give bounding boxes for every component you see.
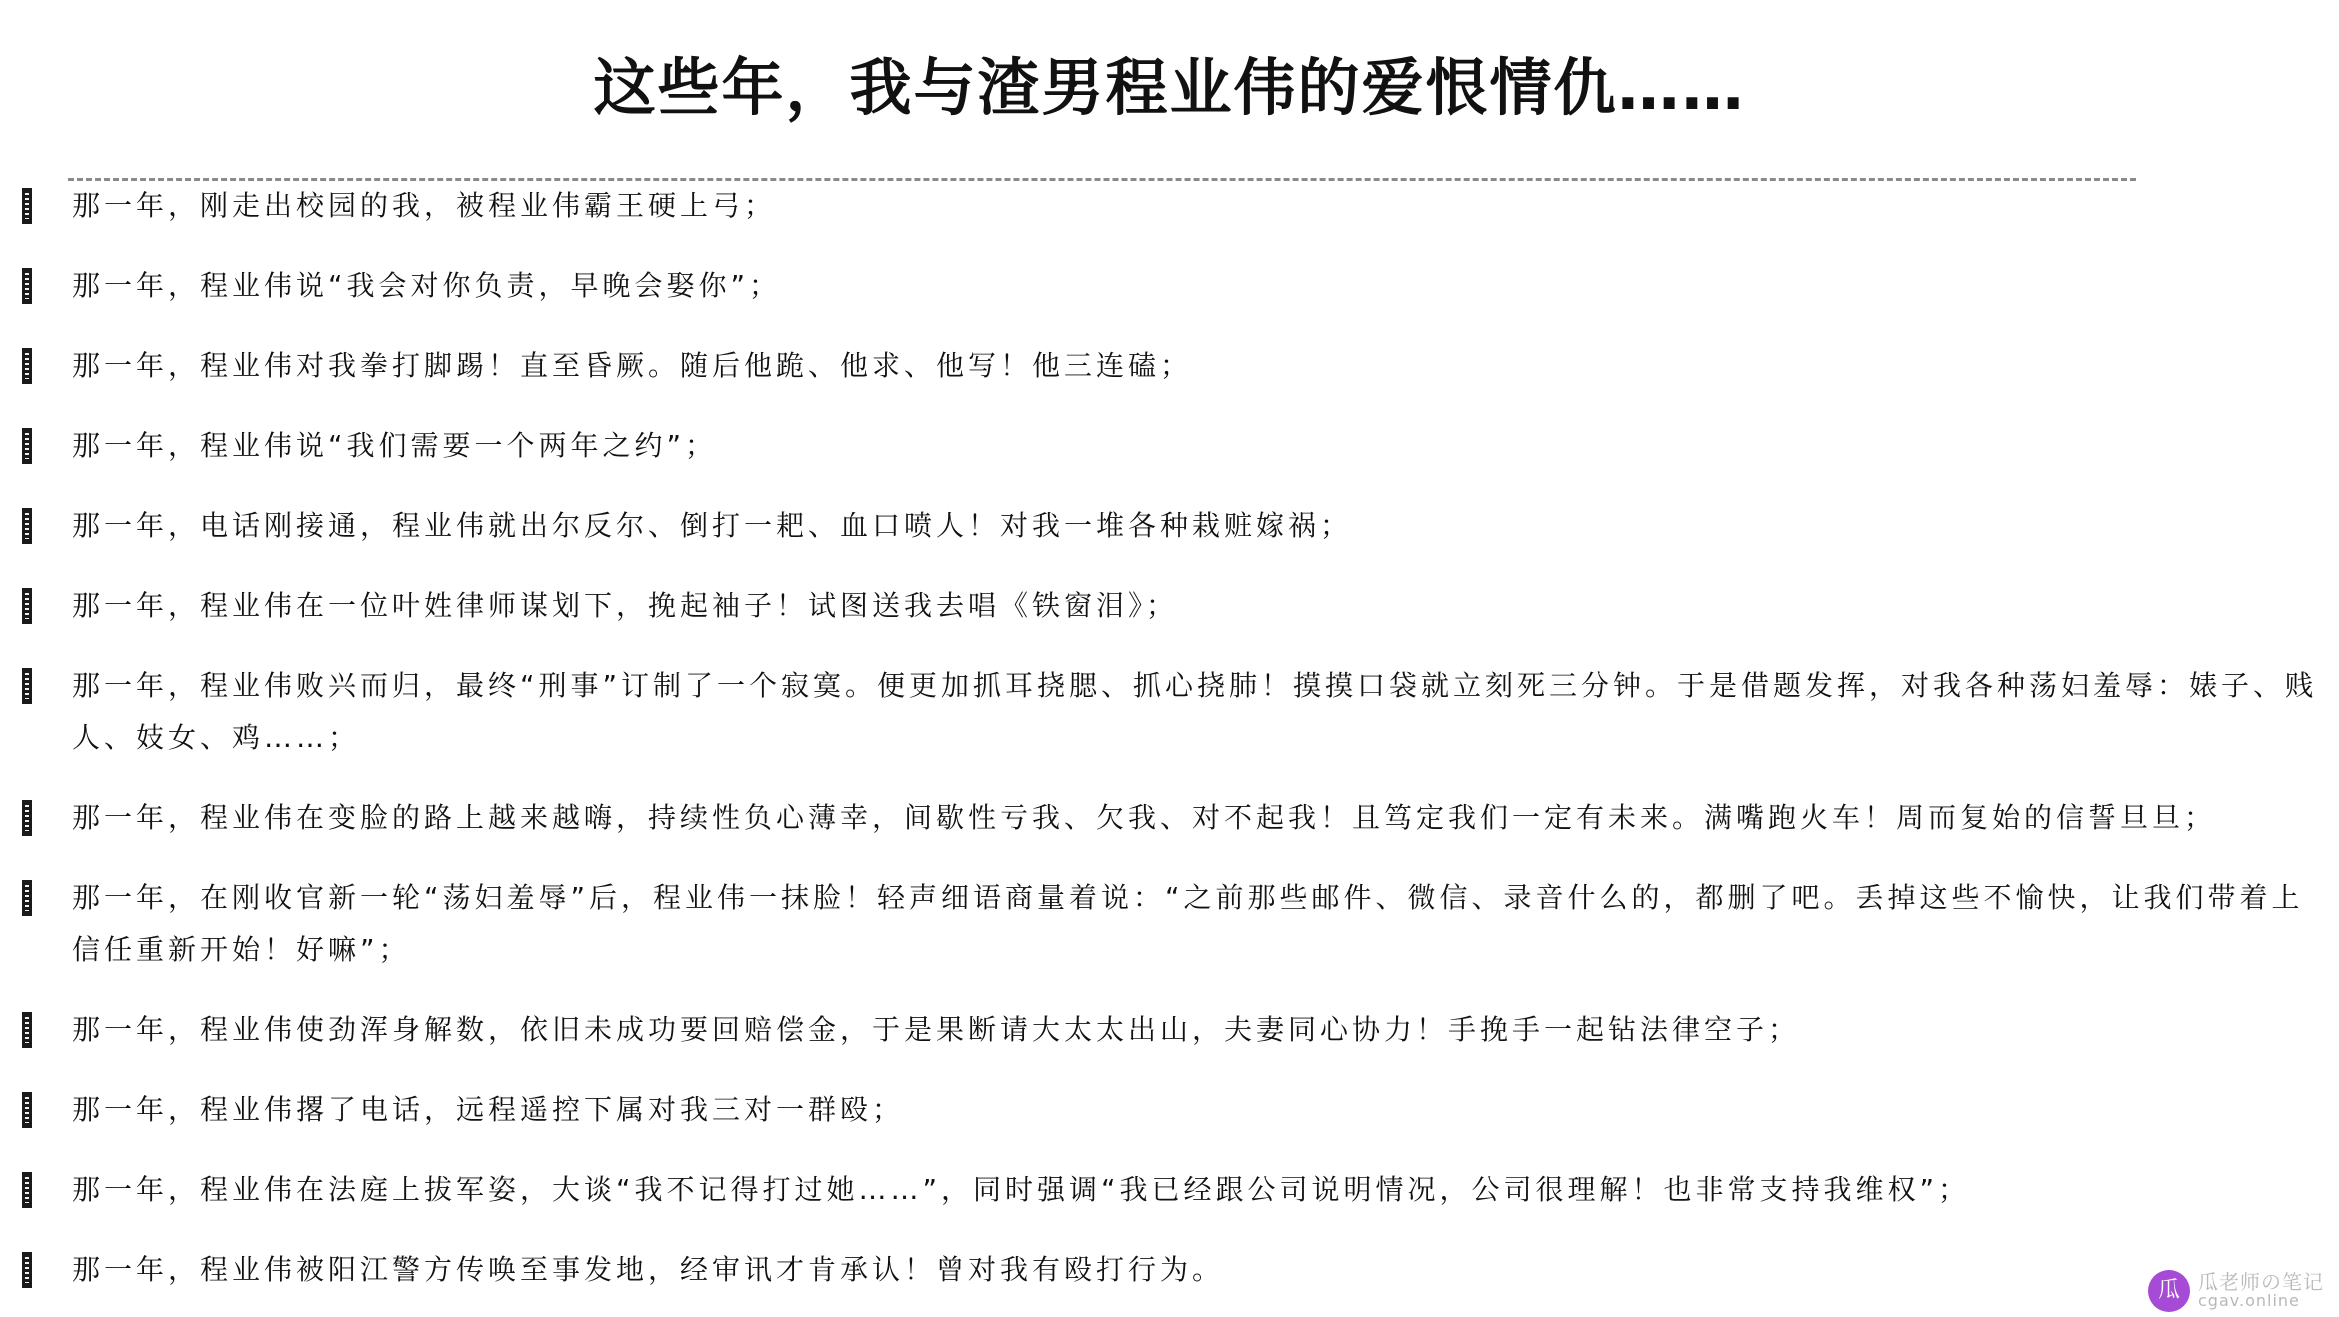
watermark-url: cgav.online: [2198, 1291, 2300, 1310]
entry-text: 那一年，电话刚接通，程业伟就出尔反尔、倒打一耙、血口喷人！对我一堆各种栽赃嫁祸；: [72, 509, 1353, 542]
list-item: [22, 878, 2322, 976]
bullet-marker-icon: [22, 508, 32, 544]
bullet-marker-icon: [22, 1092, 32, 1128]
bullet-marker-icon: [22, 268, 32, 304]
list-item: [22, 586, 2322, 632]
list-item: [22, 1250, 2322, 1296]
bullet-marker-icon: [22, 668, 32, 704]
list-item: [22, 1010, 2322, 1056]
entry-text: 那一年，程业伟说“我会对你负责，早晚会娶你”；: [72, 269, 782, 302]
entry-text: 那一年，程业伟对我拳打脚踢！直至昏厥。随后他跪、他求、他写！他三连磕；: [72, 349, 1193, 382]
melon-logo-icon: 瓜: [2148, 1270, 2190, 1312]
entry-text: 那一年，刚走出校园的我，被程业伟霸王硬上弓；: [72, 189, 777, 222]
bullet-marker-icon: [22, 1252, 32, 1288]
list-item: [22, 798, 2322, 844]
entry-text: 那一年，程业伟使劲浑身解数，依旧未成功要回赔偿金，于是果断请大太太出山，夫妻同心协力！手挽手一起钻法律空子；: [72, 1013, 1801, 1046]
bullet-marker-icon: [22, 1012, 32, 1048]
watermark-text: [2198, 1272, 2324, 1310]
entry-text: 那一年，程业伟说“我们需要一个两年之约”；: [72, 429, 718, 462]
entry-text: 那一年，在刚收官新一轮“荡妇羞辱”后，程业伟一抹脸！轻声细语商量着说：“之前那些邮件、微信、录音什么的，都删了吧。丢掉这些不愉快，让我们带着上信任重新开始！好嘛”；: [72, 881, 2304, 966]
bullet-marker-icon: [22, 800, 32, 836]
watermark-name: 瓜老师の笔记: [2198, 1270, 2324, 1294]
list-item: [22, 1090, 2322, 1136]
list-item: [22, 346, 2322, 392]
list-item: [22, 186, 2322, 232]
list-item: [22, 666, 2322, 764]
entry-text: 那一年，程业伟在法庭上拔军姿，大谈“我不记得打过她……”，同时强调“我已经跟公司说明情况，公司很理解！也非常支持我维权”；: [72, 1173, 1971, 1206]
list-item: [22, 266, 2322, 312]
entry-text: 那一年，程业伟在一位叶姓律师谋划下，挽起袖子！试图送我去唱《铁窗泪》；: [72, 589, 1179, 622]
bullet-marker-icon: [22, 188, 32, 224]
page-title: 这些年，我与渣男程业伟的爱恨情仇……: [593, 51, 1746, 124]
list-item: [22, 1170, 2322, 1216]
entry-text: 那一年，程业伟撂了电话，远程遥控下属对我三对一群殴；: [72, 1093, 905, 1126]
list-item: [22, 506, 2322, 552]
watermark: [2148, 1270, 2324, 1312]
entry-text: 那一年，程业伟在变脸的路上越来越嗨，持续性负心薄幸，间歇性亏我、欠我、对不起我！且笃定我们一定有未来。满嘴跑火车！周而复始的信誓旦旦；: [72, 801, 2217, 834]
bullet-marker-icon: [22, 588, 32, 624]
bullet-marker-icon: [22, 428, 32, 464]
entry-text: 那一年，程业伟败兴而归，最终“刑事”订制了一个寂寞。便更加抓耳挠腮、抓心挠肺！摸摸口袋就立刻死三分钟。于是借题发挥，对我各种荡妇羞辱：婊子、贱人、妓女、鸡……；: [72, 669, 2318, 754]
list-item: [22, 426, 2322, 472]
entry-text: 那一年，程业伟被阳江警方传唤至事发地，经审讯才肯承认！曾对我有殴打行为。: [72, 1253, 1225, 1286]
bullet-marker-icon: [22, 880, 32, 916]
bullet-marker-icon: [22, 1172, 32, 1208]
bullet-marker-icon: [22, 348, 32, 384]
